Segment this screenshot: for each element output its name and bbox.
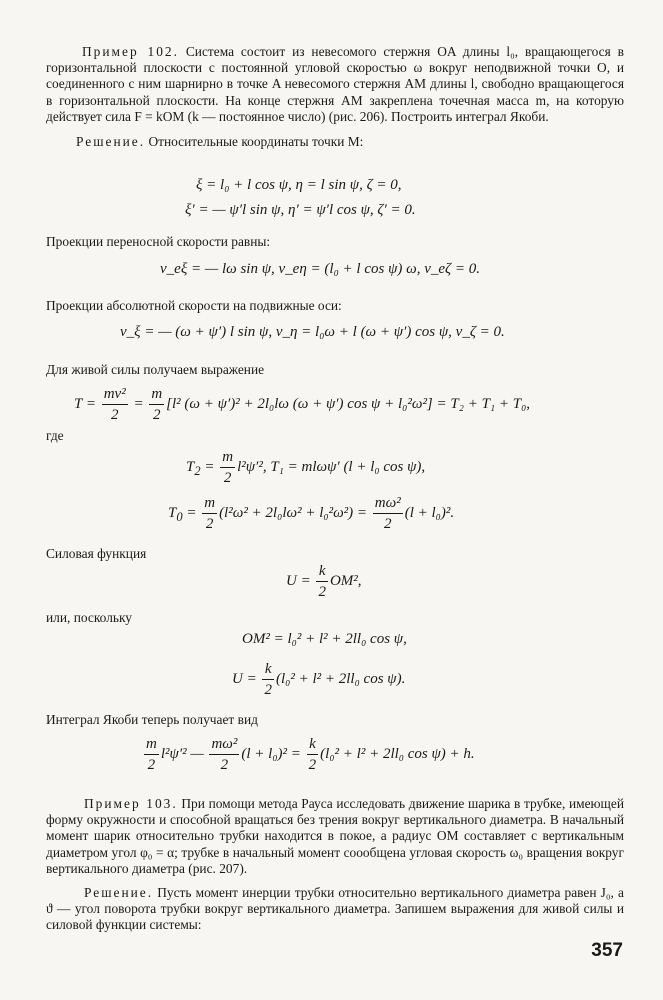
jacobi-body-a: l²ψ′² — <box>160 745 208 762</box>
jacobi-body-c: (l₀² + l² + 2ll₀ cos ψ) + h. <box>320 745 475 762</box>
equation-coordinates: ξ = l₀ + l cos ψ, η = l sin ψ, ζ = 0, <box>196 177 402 193</box>
equation-force-function: U = $\frac{k}{2}$ OM², <box>286 563 362 600</box>
solution-103-text: Пусть момент инерции трубки относительно вертикального диаметра равен J₀, а ϑ — угол поворота трубки вокруг вертикального диаметра. Запишем выражения для живой силы и силовой функции системы: <box>46 885 624 933</box>
solution-102-text: Относительные координаты точки M: <box>148 134 364 149</box>
kinetic-fraction2-den: 2 <box>153 407 161 423</box>
equation-T2-T1: $T_2$ = $\frac{m}{2}$ l²ψ′², T₁ = mlωψ′ (l + l₀ cos ψ), <box>186 449 426 486</box>
kinetic-fraction-den: 2 <box>110 407 119 423</box>
force-function-body: OM², <box>329 572 362 589</box>
T0-body-a: (l²ω² + 2l₀lω² + l₀²ω²) = <box>219 504 371 521</box>
equation-om-squared: OM² = l₀² + l² + 2ll₀ cos ψ, <box>242 631 407 647</box>
equation-absolute-velocity: v_ξ = — (ω + ψ′) l sin ψ, v_η = l₀ω + l (ω + ψ′) cos ψ, v_ζ = 0. <box>120 324 505 340</box>
kinetic-energy-label: Для живой силы получаем выражение <box>46 362 265 377</box>
example-102-text: Система состоит из невесомого стержня OA длины l₀, вращающегося в горизонтальной плоскости с постоянной угловой скоростью ω вокруг неподвижной точки O, и соединенного с ним шарнирно в точке A невесомого стержня AM длины l, свободно вращающегося в горизонтальной плоскости. На конце стержня AM закреплена точечная масса m, на которую действует сила F = kOM (k — постоянное число) (рис. 206). Построить интеграл Якоби. <box>46 44 624 124</box>
jacobi-body-b: (l + l₀)² = <box>241 745 305 762</box>
solution-102-paragraph <box>46 134 624 150</box>
solution-103-heading: Решение. <box>84 885 154 900</box>
kinetic-fraction2-num: m <box>149 385 164 405</box>
example-102-paragraph <box>46 44 624 125</box>
force-function-expanded-body: (l₀² + l² + 2ll₀ cos ψ). <box>275 670 406 687</box>
example-103-heading: Пример 103. <box>84 796 178 811</box>
example-103-paragraph <box>46 796 624 877</box>
solution-102-heading: Решение. <box>76 134 146 149</box>
page-number: 357 <box>591 940 623 961</box>
jacobi-label: Интеграл Якоби теперь получает вид <box>46 712 258 727</box>
kinetic-fraction-num: mv² <box>102 385 128 405</box>
solution-103-paragraph <box>46 885 624 934</box>
T2-T1-body: l²ψ′², T₁ = mlωψ′ (l + l₀ cos ψ), <box>237 458 426 475</box>
force-function-label: Силовая функция <box>46 546 147 561</box>
kinetic-energy-body: [l² (ω + ψ′)² + 2l₀lω (ω + ψ′) cos ψ + l₀²ω²] = T₂ + T₁ + T₀, <box>166 395 531 412</box>
equation-kinetic-energy: T = $\frac{\text{mv²}}{2}$ = $\frac{m}{2}$ [l² (ω + ψ′)² + 2l₀lω (ω + ψ′) cos ψ + l₀²ω²] = T₂ + T₁ + T₀, <box>74 386 531 423</box>
example-103-text: При помощи метода Рауса исследовать движение шарика в трубке, имеющей форму окружности и способной вращаться без трения вокруг вертикального диаметра. В начальный момент шарик относительно трубки находится в покое, а радиус OM составляет с вертикальным диаметром угол φ₀ = α; трубке в начальный момент соообщена угловая скорость ω₀ вращения вокруг вертикального диаметра (рис. 207). <box>46 796 624 876</box>
since-label: или, поскольку <box>46 610 132 625</box>
T0-body-b: (l + l₀)². <box>404 504 455 521</box>
equation-transport-velocity: v_eξ = — lω sin ψ, v_eη = (l₀ + l cos ψ) ω, v_eζ = 0. <box>160 261 480 277</box>
example-102-heading: Пример 102. <box>82 44 179 59</box>
where-label: где <box>46 428 64 443</box>
equation-coordinate-derivatives: ξ′ = — ψ′l sin ψ, η′ = ψ′l cos ψ, ζ′ = 0. <box>185 202 416 218</box>
equation-jacobi-integral: $\frac{m}{2}$ l²ψ′² — $\frac{\text{mω²}}{2}$ (l + l₀)² = $\frac{k}{2}$ (l₀² + l² + 2ll₀ cos ψ) + h. <box>146 736 475 773</box>
equation-T0: $T_0$ = $\frac{m}{2}$ (l²ω² + 2l₀lω² + l₀²ω²) = $\frac{\text{mω²}}{2}$ (l + l₀)². <box>168 495 455 532</box>
transport-velocity-label: Проекции переносной скорости равны: <box>46 234 271 249</box>
equation-force-function-expanded: U = $\frac{k}{2}$ (l₀² + l² + 2ll₀ cos ψ). <box>232 661 406 698</box>
absolute-velocity-label: Проекции абсолютной скорости на подвижные оси: <box>46 298 342 313</box>
